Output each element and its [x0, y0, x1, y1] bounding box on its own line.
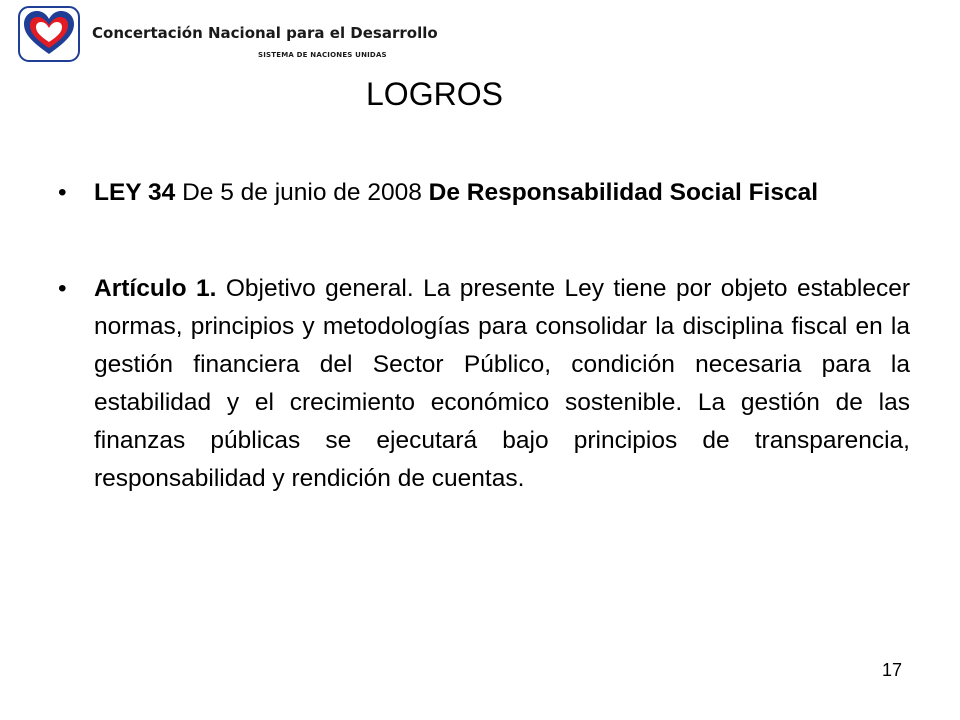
law-name: De Responsabilidad Social Fiscal: [428, 179, 819, 206]
article-text: Objetivo general. La presente Ley tiene por objeto establecer normas, principios y metodologías para consolidar la disciplina fiscal en la gestión financiera del Sector Público, condición necesaria para la estabilidad y el crecimiento económico sostenible. La gestión de las finanzas públicas se ejecutará bajo principios de transparencia, responsabilidad y rendición de cuentas.: [94, 275, 910, 492]
organization-subtitle: SISTEMA DE NACIONES UNIDAS: [258, 51, 387, 59]
organization-name: Concertación Nacional para el Desarrollo: [92, 24, 438, 42]
page-number: 17: [881, 660, 902, 680]
slide-title: LOGROS: [366, 76, 503, 112]
bullet-law: [58, 174, 910, 212]
bullet-marker: •: [58, 179, 67, 206]
heart-logo-icon: [18, 6, 80, 62]
law-date: De 5 de junio de 2008: [175, 179, 429, 206]
bullet-marker: •: [58, 275, 67, 302]
bullet-article: [58, 270, 910, 498]
article-label: Artículo 1.: [94, 275, 217, 302]
law-number: LEY 34: [94, 179, 176, 206]
bullet-list: [58, 174, 910, 498]
